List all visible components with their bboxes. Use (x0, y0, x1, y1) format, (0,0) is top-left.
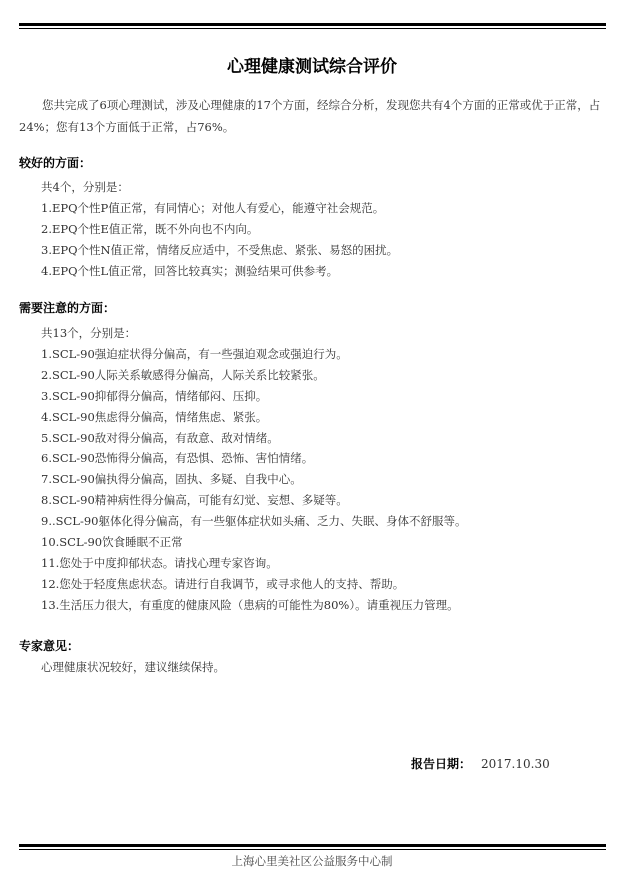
list-item: 12.您处于轻度焦虑状态。请进行自我调节，或寻求他人的支持、帮助。 (41, 576, 405, 591)
list-item: 8.SCL-90精神病性得分偏高，可能有幻觉、妄想、多疑等。 (41, 493, 348, 508)
list-item: 11.您处于中度抑郁状态。请找心理专家咨询。 (41, 555, 278, 570)
list-item: 9..SCL-90躯体化得分偏高，有一些躯体症状如头痛、乏力、失眠、身体不舒服等。 (41, 514, 467, 529)
top-rule-thick (19, 23, 606, 26)
bottom-rule-thick (19, 844, 606, 847)
attention-aspects-heading: 需要注意的方面： (19, 301, 116, 315)
list-item: 3.SCL-90抑郁得分偏高，情绪郁闷、压抑。 (41, 388, 268, 403)
list-item: 10.SCL-90饮食睡眠不正常 (41, 535, 183, 550)
report-date-label: 报告日期： (411, 757, 472, 771)
report-date-value: 2017.10.30 (481, 757, 550, 771)
list-item: 6.SCL-90恐怖得分偏高，有恐惧、恐怖、害怕情绪。 (41, 451, 314, 466)
footer-organization: 上海心里美社区公益服务中心制 (231, 854, 393, 868)
list-item: 4.EPQ个性L值正常，回答比较真实；测验结果可供参考。 (41, 263, 339, 278)
page-title: 心理健康测试综合评价 (227, 57, 397, 77)
expert-opinion-heading: 专家意见： (19, 639, 80, 653)
good-aspects-section (41, 177, 611, 282)
report-date (411, 755, 550, 772)
list-item: 13.生活压力很大，有重度的健康风险（患病的可能性为80%）。请重视压力管理。 (41, 597, 459, 612)
good-aspects-heading: 较好的方面： (19, 156, 92, 170)
list-item: 5.SCL-90敌对得分偏高，有敌意、敌对情绪。 (41, 430, 279, 445)
list-item: 1.EPQ个性P值正常，有同情心；对他人有爱心，能遵守社会规范。 (41, 200, 385, 215)
expert-opinion-text: 心理健康状况较好，建议继续保持。 (41, 660, 225, 674)
list-item: 3.EPQ个性N值正常，情绪反应适中，不受焦虑、紧张、易怒的困扰。 (41, 242, 399, 257)
good-aspects-list (41, 198, 611, 282)
list-item: 2.SCL-90人际关系敏感得分偏高，人际关系比较紧张。 (41, 367, 325, 382)
summary-paragraph: 您共完成了6项心理测试，涉及心理健康的17个方面，经综合分析，发现您共有4个方面的正常或优于正常，占24%；您有13个方面低于正常，占76%。 (19, 98, 601, 134)
top-rule-thin (19, 28, 606, 29)
list-item: 2.EPQ个性E值正常，既不外向也不内向。 (41, 221, 259, 236)
attention-aspects-section (41, 323, 611, 616)
attention-aspects-intro: 共13个，分别是： (41, 326, 137, 340)
bottom-rule-thin (19, 849, 606, 850)
attention-aspects-list (41, 344, 611, 616)
list-item: 1.SCL-90强迫症状得分偏高，有一些强迫观念或强迫行为。 (41, 346, 348, 361)
good-aspects-intro: 共4个，分别是： (41, 180, 129, 194)
list-item: 7.SCL-90偏执得分偏高，固执、多疑、自我中心。 (41, 472, 302, 487)
list-item: 4.SCL-90焦虑得分偏高，情绪焦虑、紧张。 (41, 409, 268, 424)
